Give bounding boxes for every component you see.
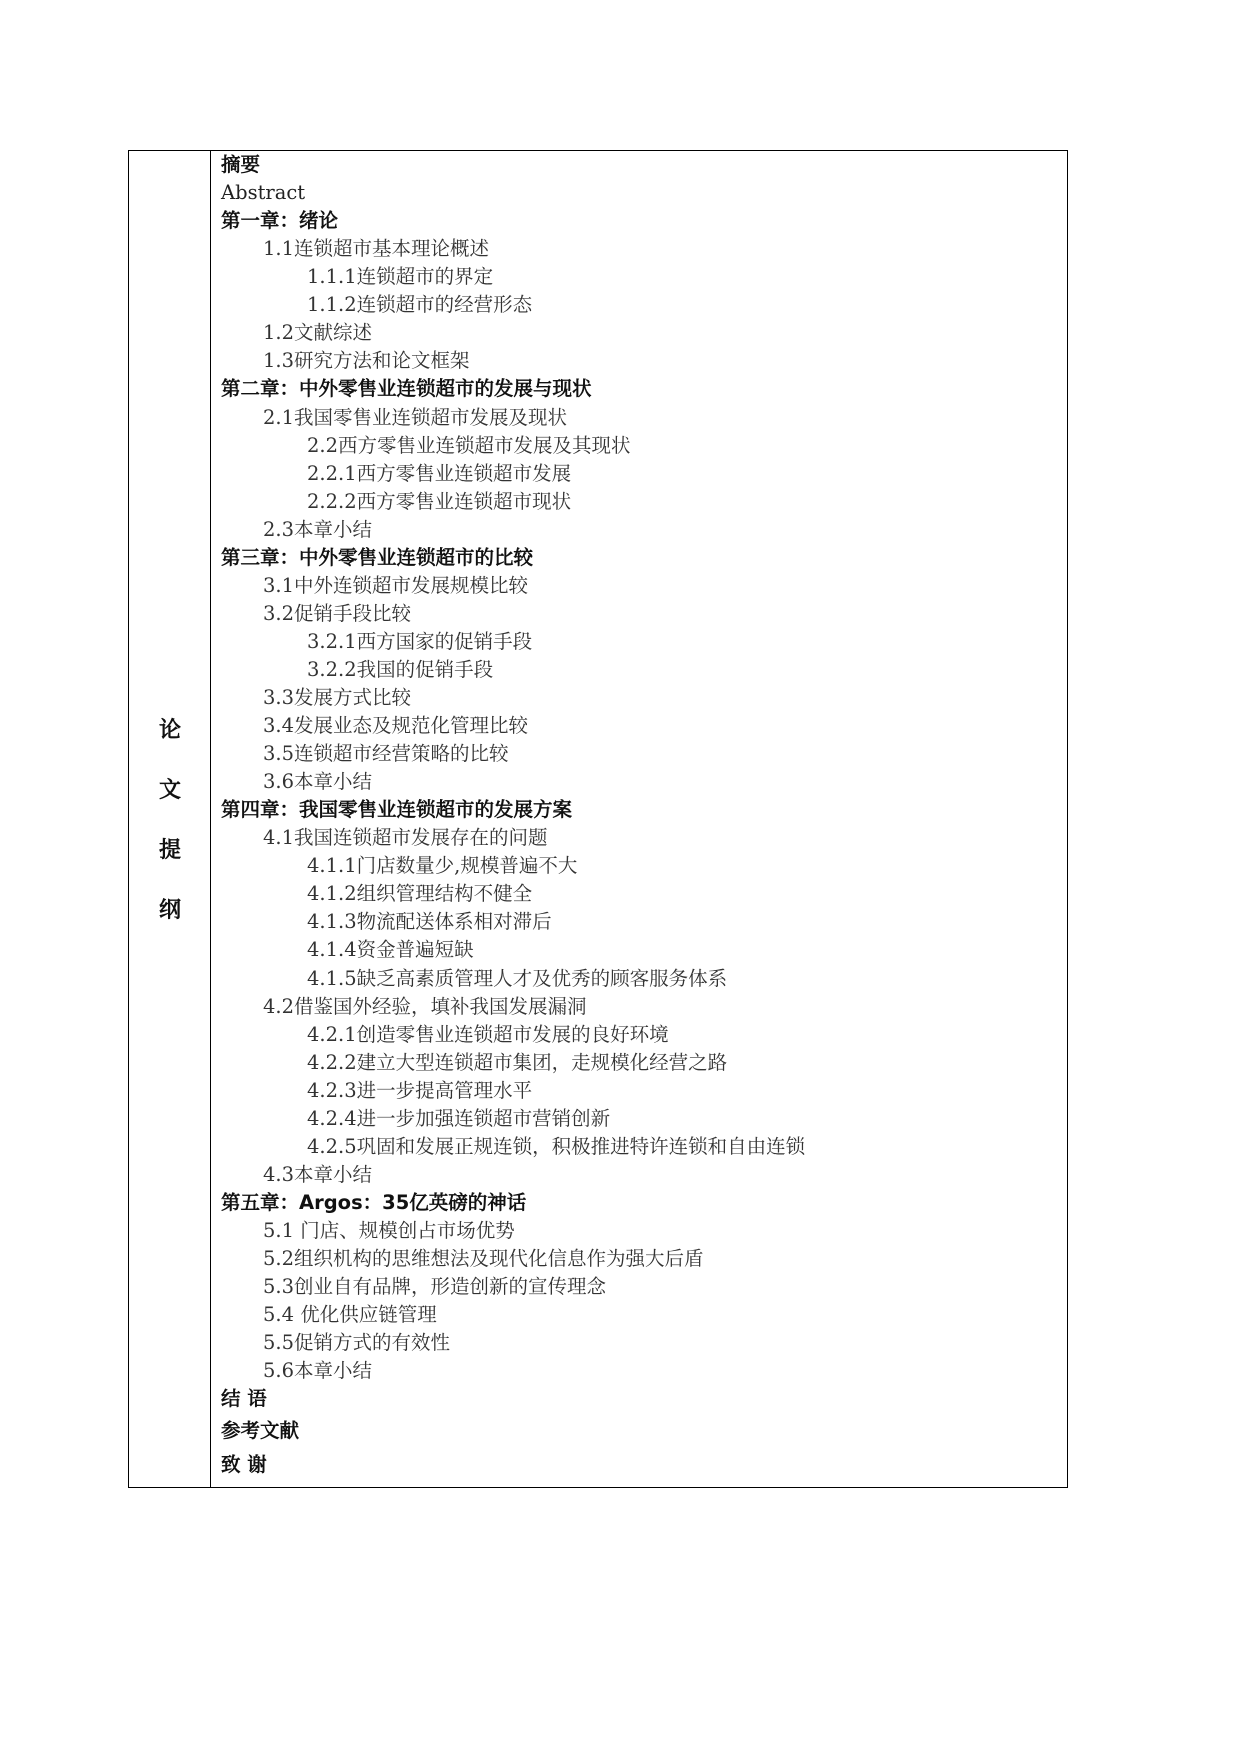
section-entry: 1.1连锁超市基本理论概述 [263, 237, 490, 261]
section-entry: 5.5促销方式的有效性 [263, 1331, 451, 1355]
subsection-entry: 2.2.1西方零售业连锁超市发展 [307, 461, 572, 485]
label-char: 提 [158, 838, 181, 863]
subsection-entry: 1.1.1连锁超市的界定 [307, 265, 494, 289]
outline-content [221, 151, 1067, 1487]
section-entry: 5.6本章小结 [263, 1359, 373, 1383]
chapter-heading: 参考文献 [221, 1419, 300, 1443]
section-entry: 2.1我国零售业连锁超市发展及现状 [263, 405, 568, 429]
section-entry: 1.3研究方法和论文框架 [263, 349, 470, 373]
subsection-entry: 4.1.2组织管理结构不健全 [307, 882, 533, 906]
subsection-entry: 3.2.1西方国家的促销手段 [307, 629, 533, 653]
chapter-heading: 第三章：中外零售业连锁超市的比较 [221, 545, 534, 569]
subsection-entry: 3.2.2我国的促销手段 [307, 657, 494, 681]
subsection-entry: 4.1.1门店数量少,规模普遍不大 [307, 854, 578, 878]
chapter-heading: 致 谢 [221, 1453, 267, 1477]
chapter-heading: 摘要 [221, 153, 261, 176]
section-entry: 3.2促销手段比较 [263, 601, 412, 625]
label-char: 纲 [158, 898, 181, 923]
section-entry: 2.3本章小结 [263, 517, 373, 541]
subsection-entry: 4.1.4资金普遍短缺 [307, 938, 474, 962]
subsection-entry: 4.1.3物流配送体系相对滞后 [307, 910, 552, 934]
subsection-entry: 4.2.3进一步提高管理水平 [307, 1078, 533, 1102]
section-entry: 5.1 门店、规模创占市场优势 [263, 1218, 515, 1242]
subsection-entry: 2.2西方零售业连锁超市发展及其现状 [307, 433, 631, 457]
subsection-entry: 4.2.4进一步加强连锁超市营销创新 [307, 1106, 611, 1130]
section-entry: 5.2组织机构的思维想法及现代化信息作为强大后盾 [263, 1247, 704, 1270]
chapter-heading: 第五章：Argos：35亿英磅的神话 [221, 1190, 527, 1214]
outline-table [128, 150, 1068, 1488]
label-column [129, 151, 211, 1487]
chapter-heading: 第一章：绪论 [221, 209, 339, 233]
section-entry: 3.1中外连锁超市发展规模比较 [263, 573, 529, 597]
section-entry: 4.1我国连锁超市发展存在的问题 [263, 826, 548, 850]
subsection-entry: 4.2.2建立大型连锁超市集团，走规模化经营之路 [307, 1050, 728, 1074]
section-entry: 4.3本章小结 [263, 1162, 373, 1186]
subsection-entry: 4.1.5缺乏高素质管理人才及优秀的顾客服务体系 [307, 966, 728, 990]
subsection-entry: 4.2.5巩固和发展正规连锁，积极推进特许连锁和自由连锁 [307, 1134, 806, 1158]
section-entry: 3.3发展方式比较 [263, 686, 412, 709]
section-entry: 5.4 优化供应链管理 [263, 1303, 437, 1326]
subsection-entry: 4.2.1创造零售业连锁超市发展的良好环境 [307, 1022, 669, 1046]
subsection-entry: 2.2.2西方零售业连锁超市现状 [307, 489, 572, 513]
label-char: 文 [158, 778, 181, 803]
chapter-heading: 结 语 [221, 1387, 267, 1411]
section-entry: 1.2文献综述 [263, 321, 373, 345]
chapter-heading: 第四章：我国零售业连锁超市的发展方案 [221, 798, 573, 822]
chapter-heading: 第二章：中外零售业连锁超市的发展与现状 [221, 377, 592, 401]
section-entry: 4.2借鉴国外经验，填补我国发展漏洞 [263, 994, 587, 1018]
section-entry: 3.5连锁超市经营策略的比较 [263, 742, 509, 766]
label-char: 论 [158, 718, 181, 743]
subsection-entry: 1.1.2连锁超市的经营形态 [307, 293, 533, 317]
section-entry: 3.4发展业态及规范化管理比较 [263, 714, 529, 737]
section-entry: 5.3创业自有品牌，形造创新的宣传理念 [263, 1275, 607, 1298]
section-entry: Abstract [221, 181, 306, 205]
section-entry: 3.6本章小结 [263, 770, 373, 794]
